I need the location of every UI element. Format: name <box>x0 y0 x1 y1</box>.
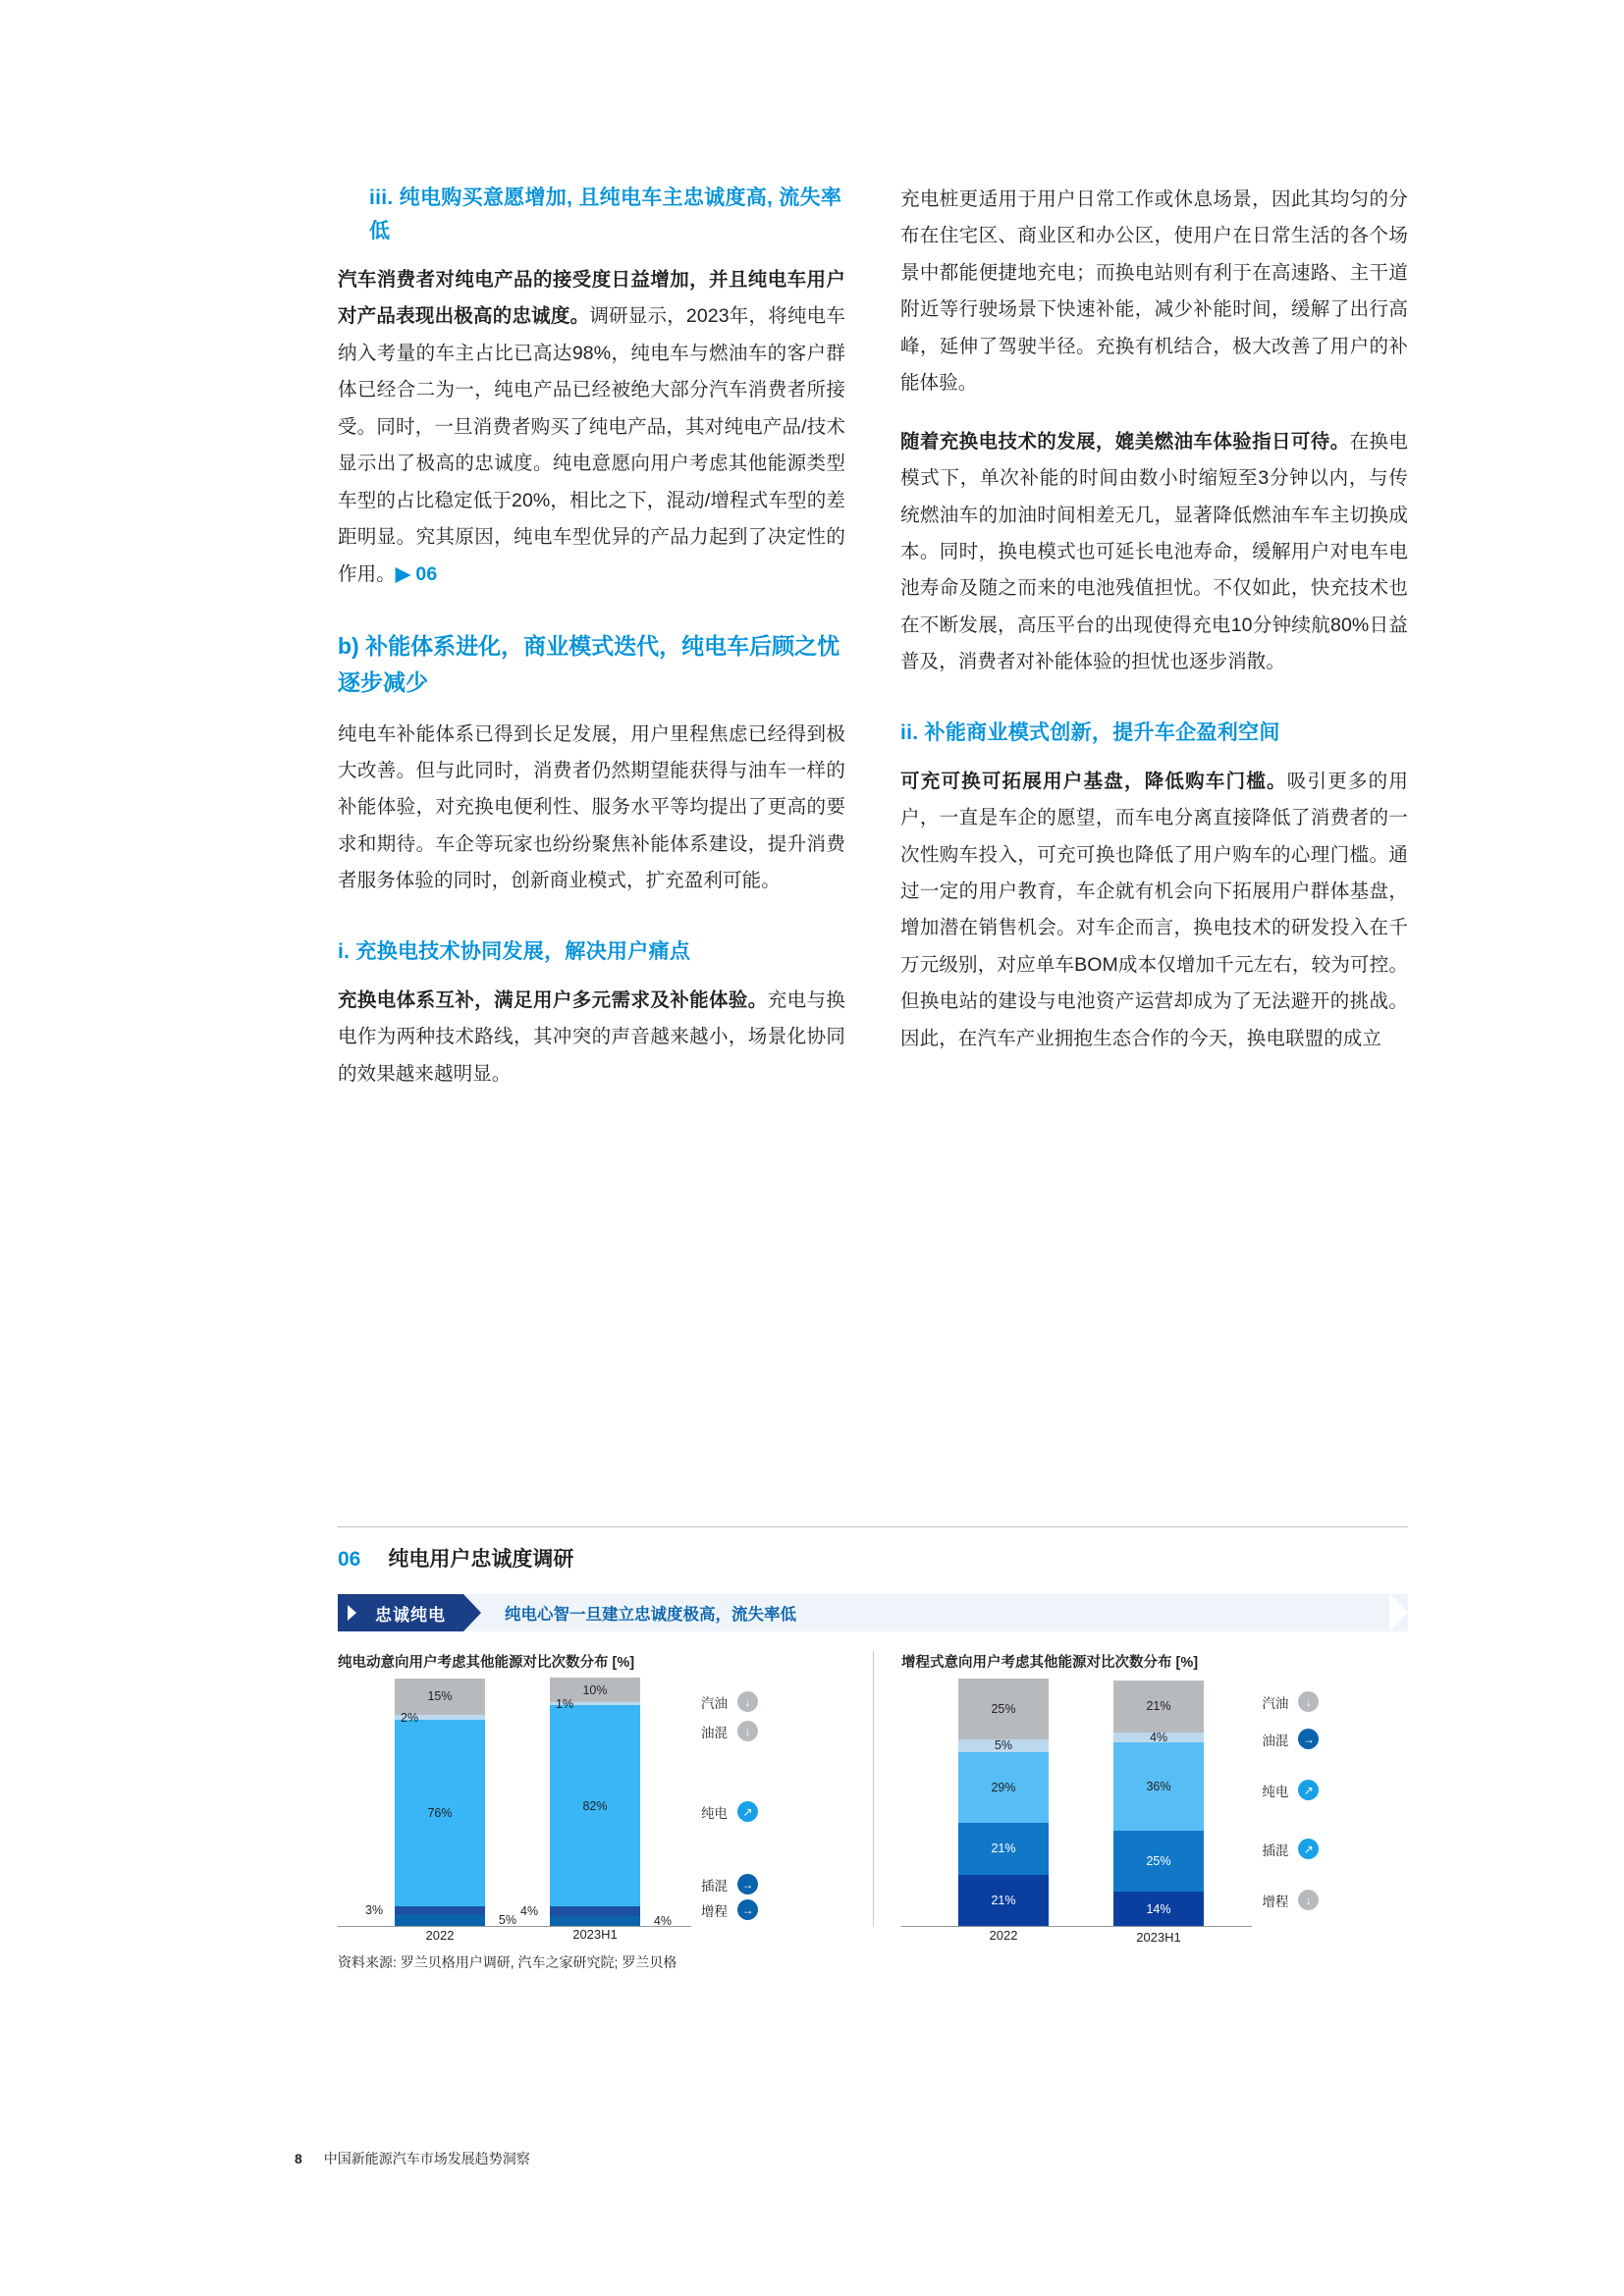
chart-title-bev: 纯电动意向用户考虑其他能源对比次数分布 [%] <box>338 1655 635 1671</box>
legend-item-youhun: 油混 → <box>1262 1729 1319 1749</box>
bar-group-2022 <box>958 1679 1049 1943</box>
segment-qiyou: 25% <box>958 1679 1049 1740</box>
segment-chundian: 36% <box>1113 1742 1204 1831</box>
paragraph-2: 纯电车补能体系已得到长足发展，用户里程焦虑已经得到极大改善。但与此同时，消费者仍然期望能获得与油车一样的补能体验，对充换电便利性、服务水平等均提出了更高的要求和期待。车企等玩家也纷纷聚焦补能体系建设，提升消费者服务体验的同时，创新商业模式，扩充盈利可能。 <box>338 722 845 892</box>
segment-youhun: 1% <box>550 1702 640 1705</box>
page-number: 8 <box>295 2151 302 2166</box>
chart-eriv-plot <box>901 1682 1252 1945</box>
chart-panel-eriv <box>873 1651 1408 1945</box>
segment-youhun: 5% <box>958 1739 1049 1752</box>
banner-arrow-icon <box>1389 1594 1408 1631</box>
x-tick-2022: 2022 <box>425 1927 455 1943</box>
bar-group-2023h1 <box>1113 1681 1204 1945</box>
paragraph-3-bold: 充换电体系互补，满足用户多元需求及补能体验。 <box>338 988 768 1011</box>
right-column <box>900 182 1408 1093</box>
page-footer <box>295 2149 530 2168</box>
stacked-bar <box>365 1679 516 1927</box>
arrow-right-icon: → <box>737 1899 758 1920</box>
chart-title-eriv: 增程式意向用户考虑其他能源对比次数分布 [%] <box>901 1655 1199 1671</box>
arrow-down-icon: ↓ <box>1298 1691 1319 1712</box>
segment-zengcheng: 4% <box>550 1916 640 1926</box>
banner-tag: 忠诚纯电 <box>338 1594 463 1631</box>
legend-item-chahun: 插混 → <box>701 1874 758 1895</box>
heading-iii: iii. 纯电购买意愿增加, 且纯电车主忠诚度高, 流失率低 <box>369 187 842 243</box>
segment-chahun: 25% <box>1113 1831 1204 1893</box>
exhibit-number: 06 <box>338 1548 361 1571</box>
stacked-bar <box>1113 1681 1204 1926</box>
right-paragraph-3 <box>900 764 1408 1058</box>
chart-panel-bev <box>338 1651 873 1943</box>
legend-item-zengcheng: 增程 ↓ <box>1262 1890 1319 1910</box>
right-paragraph-1: 充电桩更适用于用户日常工作或休息场景，因此其均匀的分布在住宅区、商业区和办公区，使用户在日常生活的各个场景中都能便捷地充电；而换电站则有利于在高速路、主干道附近等行驶场景下快速补能，减少补能时间，缓解了出行高峰，延伸了驾驶半径。充换有机结合，极大改善了用户的补能体验。 <box>900 188 1408 395</box>
segment-chahun: 3% <box>395 1906 485 1914</box>
segment-zengcheng: 21% <box>958 1875 1049 1927</box>
arrow-down-icon: ↓ <box>737 1691 758 1712</box>
x-tick-2023h1: 2023H1 <box>1136 1930 1181 1945</box>
heading-i: i. 充换电技术协同发展，解决用户痛点 <box>338 939 691 963</box>
segment-youhun: 4% <box>1113 1733 1204 1742</box>
footer-doc-title: 中国新能源汽车市场发展趋势洞察 <box>323 2151 530 2166</box>
segment-zengcheng: 14% <box>1113 1892 1204 1926</box>
paragraph-3-rest: 充电与换电作为两种技术路线，其冲突的声音越来越小，场景化协同的效果越来越明显。 <box>338 988 846 1085</box>
segment-qiyou: 21% <box>1113 1681 1204 1733</box>
body-columns <box>338 182 1408 1093</box>
chart-eriv <box>901 1682 1408 1945</box>
chart-bev-plot <box>338 1682 691 1943</box>
left-column <box>338 182 845 1093</box>
x-tick-2022: 2022 <box>989 1927 1018 1943</box>
exhibit-reference-06: ▶ 06 <box>395 562 438 585</box>
arrow-down-icon: ↓ <box>737 1721 758 1741</box>
arrow-down-icon: ↓ <box>1298 1890 1319 1910</box>
right-paragraph-3-rest: 吸引更多的用户，一直是车企的愿望，而车电分离直接降低了消费者的一次性购车投入，可充可换也降低了用户购车的心理门槛。通过一定的用户教育，车企就有机会向下拓展用户群体基盘，增加潜在销售机会。对车企而言，换电技术的研发投入在千万元级别，对应单车BOM成本仅增加千元左右，较为可控。但换电站的建设与电池资产运营却成为了无法避开的挑战。因此，在汽车产业拥抱生态合作的今天，换电联盟的成立 <box>900 770 1408 1049</box>
chart-bev-legend <box>701 1682 848 1927</box>
bar-group-2022 <box>365 1679 516 1943</box>
stacked-bar <box>520 1678 672 1928</box>
legend-item-qiyou: 汽油 ↓ <box>701 1691 758 1712</box>
segment-chundian: 82% <box>550 1705 640 1906</box>
banner-text: 纯电心智一旦建立忠诚度极高，流失率低 <box>505 1606 796 1624</box>
paragraph-1 <box>338 262 845 593</box>
exhibit-header <box>338 1543 1408 1573</box>
chart-eriv-legend <box>1262 1682 1408 1927</box>
arrow-right-icon: → <box>737 1874 758 1895</box>
exhibit-divider <box>338 1526 1408 1527</box>
right-paragraph-2-rest: 在换电模式下，单次补能的时间由数小时缩短至3分钟以内，与传统燃油车的加油时间相差无几，显著降低燃油车车主切换成本。同时，换电模式也可延长电池寿命，缓解用户对电车电池寿命及随之而来的电池残值担忧。不仅如此，快充技术也在不断发展，高压平台的出现使得充电10分钟续航80%日益普及，消费者对补能体验的担忧也逐步消散。 <box>900 430 1408 673</box>
segment-chahun: 21% <box>958 1823 1049 1875</box>
segment-qiyou: 15% <box>395 1679 485 1716</box>
x-tick-2023h1: 2023H1 <box>572 1927 618 1942</box>
segment-qiyou: 10% <box>550 1678 640 1702</box>
right-paragraph-2 <box>900 424 1408 681</box>
exhibit-source: 资料来源: 罗兰贝格用户调研, 汽车之家研究院; 罗兰贝格 <box>338 1954 677 1970</box>
right-paragraph-3-bold: 可充可换可拓展用户基盘，降低购车门槛。 <box>900 770 1287 792</box>
legend-item-chundian: 纯电 ↗ <box>701 1801 758 1822</box>
segment-zengcheng: 5% <box>395 1914 485 1927</box>
legend-item-chahun: 插混 ↗ <box>1262 1839 1319 1859</box>
chart-bev <box>338 1682 873 1943</box>
paragraph-1-bold: 汽车消费者对纯电产品的接受度日益增加，并且纯电车用户对产品表现出极高的忠诚度。 <box>338 269 845 328</box>
legend-item-zengcheng: 增程 → <box>701 1899 758 1920</box>
exhibit-banner <box>338 1594 1408 1631</box>
arrow-up-right-icon: ↗ <box>1298 1839 1319 1859</box>
heading-b: b) 补能体系进化，商业模式迭代，纯电车后顾之忧逐步减少 <box>338 632 840 695</box>
legend-item-chundian: 纯电 ↗ <box>1262 1780 1319 1800</box>
segment-chahun: 4% <box>550 1906 640 1916</box>
arrow-up-right-icon: ↗ <box>1298 1780 1319 1800</box>
paragraph-3 <box>338 983 845 1093</box>
arrow-right-icon: → <box>1298 1729 1319 1749</box>
arrow-up-right-icon: ↗ <box>737 1801 758 1822</box>
segment-chundian: 29% <box>958 1752 1049 1824</box>
stacked-bar <box>958 1679 1049 1927</box>
exhibit-06 <box>338 1526 1408 1972</box>
bar-group-2023h1 <box>520 1678 672 1942</box>
segment-youhun: 2% <box>395 1715 485 1720</box>
exhibit-title: 纯电用户忠诚度调研 <box>388 1548 574 1571</box>
heading-ii: ii. 补能商业模式创新，提升车企盈利空间 <box>900 721 1280 744</box>
segment-chundian: 76% <box>395 1720 485 1906</box>
chart-panels <box>338 1651 1408 1945</box>
legend-item-youhun: 油混 ↓ <box>701 1721 758 1741</box>
right-paragraph-2-bold: 随着充换电技术的发展，媲美燃油车体验指日可待。 <box>900 430 1350 453</box>
paragraph-1-rest: 调研显示，2023年，将纯电车纳入考量的车主占比已高达98%，纯电车与燃油车的客户群体已经合二为一，纯电产品已经被绝大部分汽车消费者所接受。同时，一旦消费者购买了纯电产品，其对纯电产品/技术显示出了极高的忠诚度。纯电意愿向用户考虑其他能源类型车型的占比稳定低于20%，相比之下，混动/增程式车型的差距明显。究其原因，纯电车型优异的产品力起到了决定性的作用。 <box>338 305 845 585</box>
legend-item-qiyou: 汽油 ↓ <box>1262 1691 1319 1712</box>
